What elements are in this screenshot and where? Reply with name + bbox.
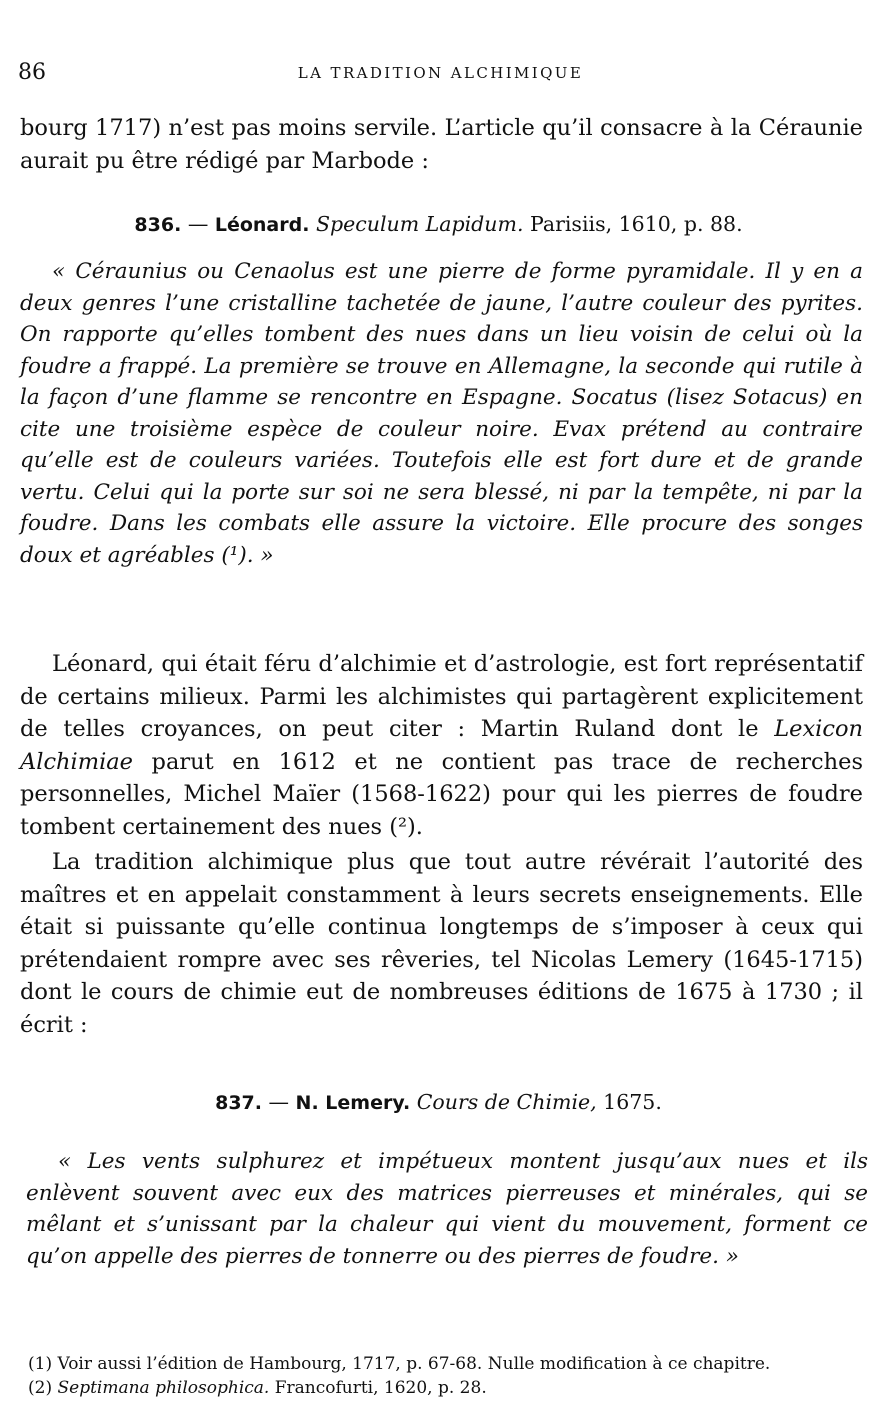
entry-837-title: Cours de Chimie, [416, 1090, 597, 1114]
quote-837: « Les vents sulphurez et impétueux montent jusqu’aux nues et ils enlèvent souvent avec eux des matrices pierreuses et minérales, qui se mêlant et s’unissant par la chaleur qui vient du mouvement, forment ce qu’on appelle des pierres de tonnerre ou des pierres de foudre. » [26, 1149, 868, 1269]
intro-paragraph: bourg 1717) n’est pas moins servile. L’article qu’il consacre à la Céraunie aurait pu être rédigé par Marbode : [20, 115, 863, 174]
entry-837-dash: — [262, 1090, 296, 1114]
quote-836: « Céraunius ou Cenaolus est une pierre de forme pyramidale. Il y en a deux genres l’une cristalline tachetée de jaune, l’autre couleur des pyrites. On rapporte qu’elles tombent des nues dans un lieu voisin de celui où la foudre a frappé. La première se trouve en Allemagne, la seconde qui rutile à la façon d’une flamme se rencontre en Espagne. Socatus (lisez Sotacus) en cite une troisième espèce de couleur noire. Evax prétend au contraire qu’elle est de couleurs variées. Toutefois elle est fort dure et de grande vertu. Celui qui la porte sur soi ne sera blessé, ni par la tempête, ni par la foudre. Dans les combats elle assure la victoire. Elle procure des songes doux et agréables (¹). » [20, 259, 863, 568]
page-number: 86 [18, 60, 46, 85]
entry-836-heading [0, 212, 877, 236]
paragraph-2: La tradition alchimique plus que tout autre révérait l’autorité des maîtres et en appelait constamment à leurs secrets enseignements. Elle était si puissante qu’elle continua longtemps de s’imposer à ceux qui prétendaient rompre avec ses rêveries, tel Nicolas Lemery (1645-1715) dont le cours de chimie eut de nombreuses éditions de 1675 à 1730 ; il écrit : [20, 849, 863, 1038]
entry-836-author: Léonard. [214, 214, 310, 236]
paragraph-1-text-after: parut en 1612 et ne contient pas trace de recherches personnelles, Michel Maïer (1568-1622) pour qui les pierres de foudre tombent certainement des nues (²). [20, 748, 863, 840]
running-title: LA TRADITION ALCHIMIQUE [297, 64, 584, 82]
entry-836-details: Parisiis, 1610, p. 88. [523, 212, 743, 236]
paragraph-1-italic: Lexicon Alchimiae [20, 716, 863, 775]
entry-836-dash: — [181, 212, 215, 236]
entry-837-author: N. Lemery. [295, 1092, 411, 1114]
page-header [18, 60, 863, 90]
entry-837-number: 837. [215, 1092, 262, 1114]
footnote-2-title: Septimana philosophica. [57, 1378, 270, 1398]
entry-837-heading [0, 1090, 877, 1114]
paragraph-1 [20, 648, 863, 843]
footnotes [28, 1352, 868, 1400]
entry-837-details: 1675. [596, 1090, 662, 1114]
footnote-2-rest: Francofurti, 1620, p. 28. [269, 1378, 487, 1398]
footnote-1: (1) Voir aussi l’édition de Hambourg, 1717, p. 67-68. Nulle modification à ce chapitre. [28, 1354, 771, 1374]
footnote-2 [28, 1376, 868, 1400]
footnote-2-label: (2) [28, 1378, 58, 1398]
entry-836-number: 836. [134, 214, 182, 236]
paragraph-1-text: Léonard, qui était féru d’alchimie et d’astrologie, est fort représentatif de certains milieux. Parmi les alchimistes qui partagèrent explicitement de telles croyances, on peut citer : Martin Ruland dont le [20, 651, 863, 742]
entry-836-title: Speculum Lapidum. [315, 212, 524, 236]
